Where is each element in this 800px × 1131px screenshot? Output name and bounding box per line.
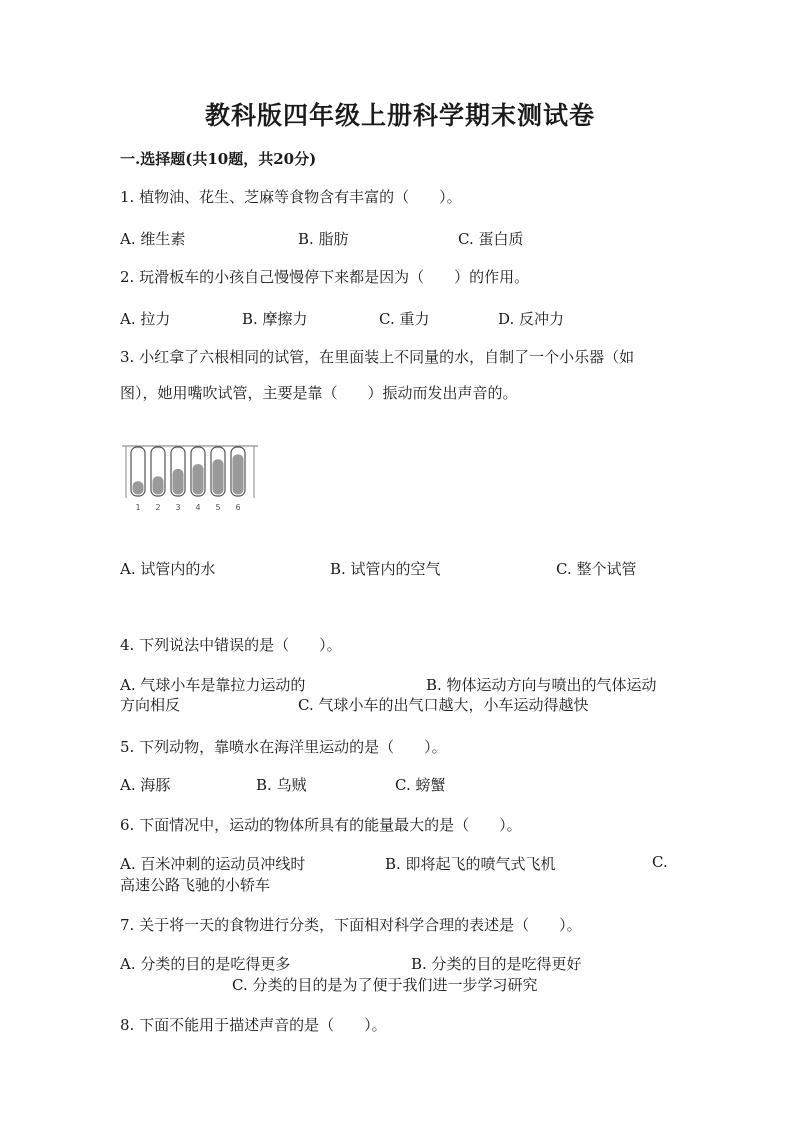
test-tube-1 bbox=[131, 447, 145, 496]
test-tube-4 bbox=[191, 447, 205, 496]
question-5-option-b[interactable]: B. 乌贼 bbox=[256, 776, 307, 794]
question-2-option-c[interactable]: C. 重力 bbox=[379, 310, 430, 328]
tube-label-1: 1 bbox=[135, 503, 141, 512]
question-8-stem: 8. 下面不能用于描述声音的是（ ）。 bbox=[120, 1016, 387, 1034]
question-4-option-b-continued: 方向相反 bbox=[120, 696, 181, 714]
question-6-option-a[interactable]: A. 百米冲刺的运动员冲线时 bbox=[120, 855, 306, 873]
question-6-option-c-continued: 高速公路飞驰的小轿车 bbox=[120, 876, 271, 894]
question-2-stem: 2. 玩滑板车的小孩自己慢慢停下来都是因为（ ）的作用。 bbox=[120, 268, 530, 286]
question-2-option-a[interactable]: A. 拉力 bbox=[120, 310, 171, 328]
tube-label-6: 6 bbox=[235, 503, 241, 512]
question-3-stem-line-1: 3. 小红拿了六根相同的试管，在里面装上不同量的水，自制了一个小乐器（如 bbox=[120, 348, 635, 366]
tube-label-5: 5 bbox=[215, 503, 221, 512]
water-column-6 bbox=[233, 454, 244, 494]
test-tubes-figure bbox=[122, 440, 258, 514]
question-1-option-b[interactable]: B. 脂肪 bbox=[298, 230, 349, 248]
question-1-option-c[interactable]: C. 蛋白质 bbox=[458, 230, 524, 248]
tube-label-4: 4 bbox=[195, 503, 201, 512]
question-3-option-a[interactable]: A. 试管内的水 bbox=[120, 560, 216, 578]
water-column-1 bbox=[133, 481, 144, 494]
question-1-option-a[interactable]: A. 维生素 bbox=[120, 230, 186, 248]
test-tube-3 bbox=[171, 447, 185, 496]
question-5-stem: 5. 下列动物，靠喷水在海洋里运动的是（ ）。 bbox=[120, 738, 447, 756]
question-3-option-c[interactable]: C. 整个试管 bbox=[556, 560, 637, 578]
question-7-option-a[interactable]: A. 分类的目的是吃得更多 bbox=[120, 955, 291, 973]
question-3-option-b[interactable]: B. 试管内的空气 bbox=[330, 560, 441, 578]
question-1-stem: 1. 植物油、花生、芝麻等食物含有丰富的（ ）。 bbox=[120, 188, 462, 206]
question-4-option-b[interactable]: B. 物体运动方向与喷出的气体运动 bbox=[426, 676, 657, 694]
question-4-option-a[interactable]: A. 气球小车是靠拉力运动的 bbox=[120, 676, 306, 694]
tube-label-2: 2 bbox=[155, 503, 161, 512]
test-tube-2 bbox=[151, 447, 165, 496]
water-column-3 bbox=[173, 469, 184, 494]
water-column-2 bbox=[153, 476, 164, 494]
test-tube-6 bbox=[231, 447, 245, 496]
question-4-stem: 4. 下列说法中错误的是（ ）。 bbox=[120, 636, 342, 654]
water-column-4 bbox=[193, 464, 204, 494]
exam-title: 教科版四年级上册科学期末测试卷 bbox=[204, 101, 595, 130]
question-4-option-c[interactable]: C. 气球小车的出气口越大，小车运动得越快 bbox=[298, 696, 589, 714]
question-3-stem-line-2: 图），她用嘴吹试管，主要是靠（ ）振动而发出声音的。 bbox=[120, 384, 518, 402]
question-2-option-d[interactable]: D. 反冲力 bbox=[498, 310, 565, 328]
section-heading: 一.选择题(共10题，共20分) bbox=[120, 150, 317, 168]
question-7-option-b[interactable]: B. 分类的目的是吃得更好 bbox=[411, 955, 582, 973]
tube-label-3: 3 bbox=[175, 503, 181, 512]
question-2-option-b[interactable]: B. 摩擦力 bbox=[242, 310, 308, 328]
question-5-option-a[interactable]: A. 海豚 bbox=[120, 776, 171, 794]
question-6-option-b[interactable]: B. 即将起飞的喷气式飞机 bbox=[385, 855, 556, 873]
test-tube-5 bbox=[211, 447, 225, 496]
question-7-option-c[interactable]: C. 分类的目的是为了便于我们进一步学习研究 bbox=[232, 976, 538, 994]
question-5-option-c[interactable]: C. 螃蟹 bbox=[395, 776, 446, 794]
water-column-5 bbox=[213, 459, 224, 494]
question-6-option-c[interactable]: C. bbox=[652, 853, 668, 871]
question-6-stem: 6. 下面情况中，运动的物体所具有的能量最大的是（ ）。 bbox=[120, 816, 522, 834]
question-7-stem: 7. 关于将一天的食物进行分类，下面相对科学合理的表述是（ ）。 bbox=[120, 916, 582, 934]
